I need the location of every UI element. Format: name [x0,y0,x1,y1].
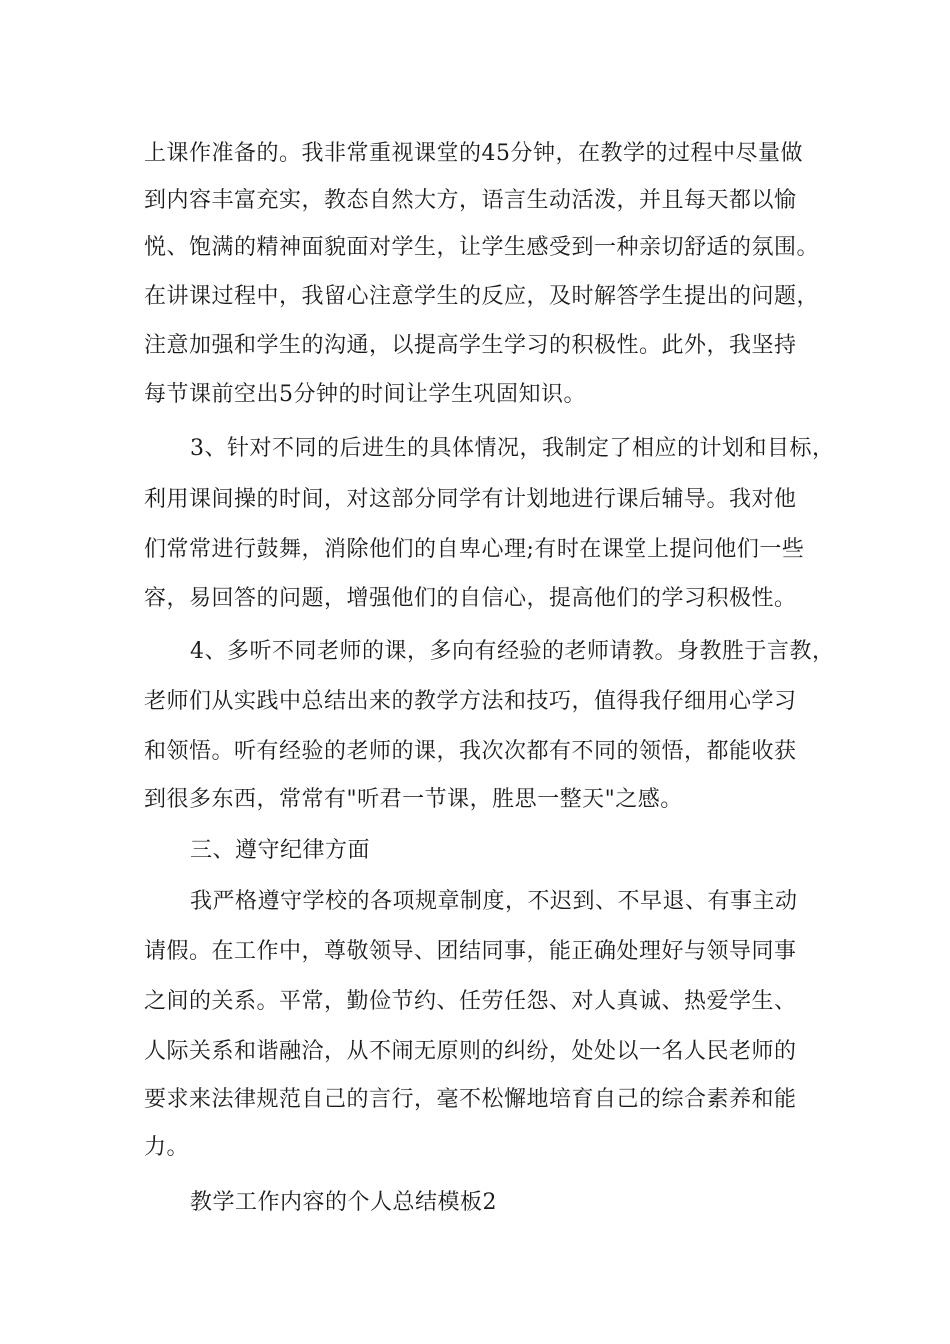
text-line: 悦、饱满的精神面貌面对学生，让学生感受到一种亲切舒适的氛围。 [144,235,820,260]
text-line: 3、针对不同的后进生的具体情况，我制定了相应的计划和目标， [190,436,835,461]
text-line: 老师们从实践中总结出来的教学方法和技巧，值得我仔细用心学习 [144,689,797,714]
text-line: 每节课前空出5分钟的时间让学生巩固知识。 [144,382,586,407]
section-heading: 三、遵守纪律方面 [190,838,371,863]
text-line: 人际关系和谐融洽，从不闹无原则的纠纷，处处以一名人民老师的 [144,1039,797,1064]
text-line: 请假。在工作中，尊敬领导、团结同事，能正确处理好与领导同事 [144,939,797,964]
text-line: 利用课间操的时间，对这部分同学有计划地进行课后辅导。我对他 [144,487,797,512]
text-line: 容，易回答的问题，增强他们的自信心，提高他们的学习积极性。 [144,586,797,611]
text-line: 4、多听不同老师的课，多向有经验的老师请教。身教胜于言教， [190,639,835,664]
text-line: 我严格遵守学校的各项规章制度，不迟到、不早退、有事主动 [190,889,798,914]
text-line: 注意加强和学生的沟通，以提高学生学习的积极性。此外，我坚持 [144,333,797,358]
document-title: 教学工作内容的个人总结模板2 [190,1190,497,1215]
text-line: 到很多东西，常常有"听君一节课，胜思一整天"之感。 [144,787,683,812]
text-line: 在讲课过程中，我留心注意学生的反应，及时解答学生提出的问题， [144,284,820,309]
text-line: 之间的关系。平常，勤俭节约、任劳任怨、对人真诚、热爱学生、 [144,989,797,1014]
text-line: 到内容丰富充实，教态自然大方，语言生动活泼，并且每天都以愉 [144,188,797,213]
text-line: 们常常进行鼓舞，消除他们的自卑心理;有时在课堂上提问他们一些 [144,537,805,562]
text-line: 力。 [144,1135,190,1160]
text-line: 上课作准备的。我非常重视课堂的45分钟，在教学的过程中尽量做 [144,141,803,166]
text-line: 和领悟。听有经验的老师的课，我次次都有不同的领悟，都能收获 [144,739,797,764]
text-line: 要求来法律规范自己的言行，毫不松懈地培育自己的综合素养和能 [144,1087,797,1112]
